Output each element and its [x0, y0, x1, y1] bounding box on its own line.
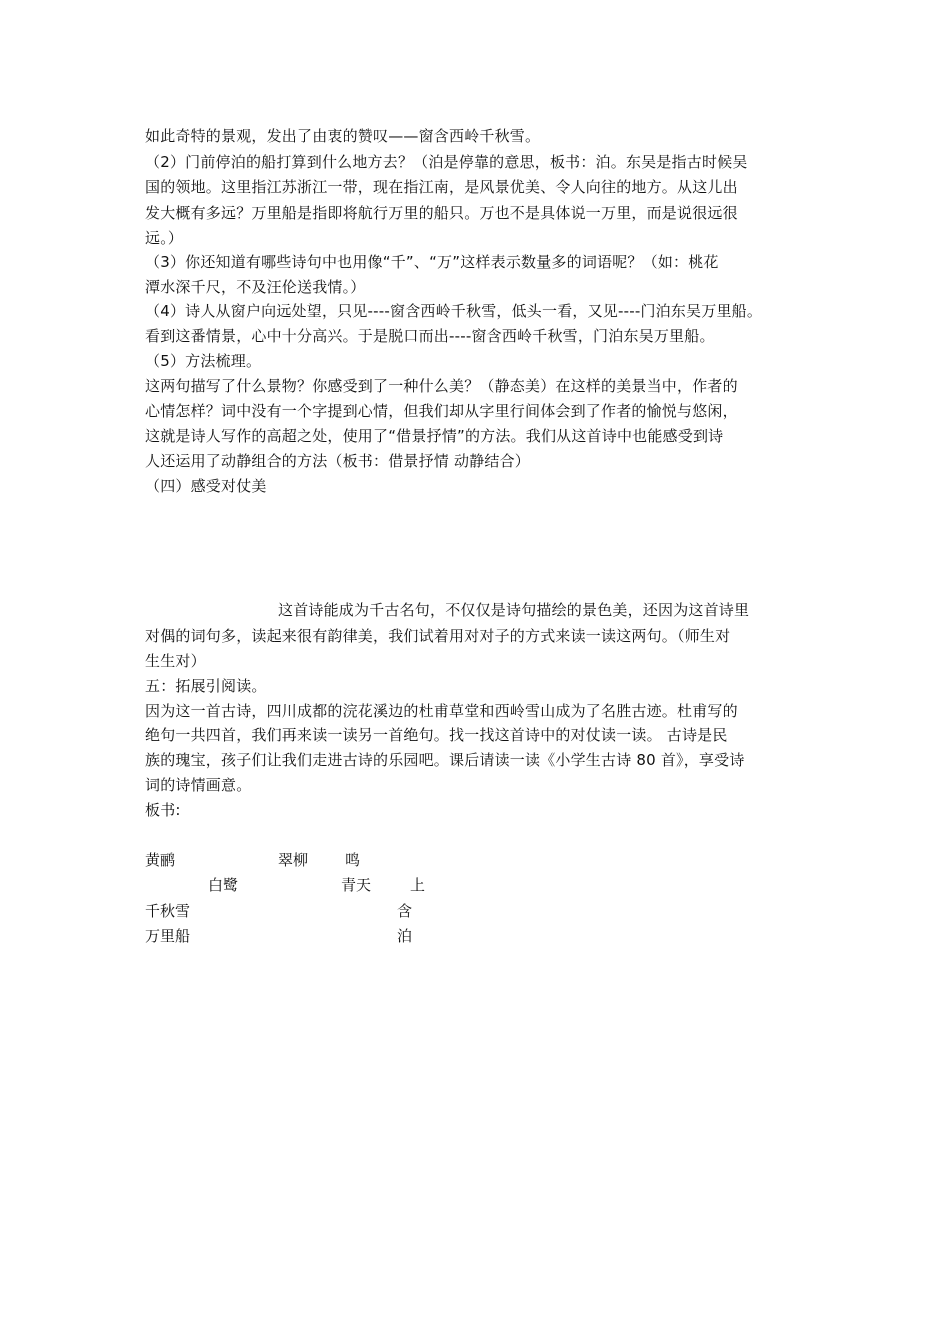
board-word-bo: 泊 [397, 927, 413, 945]
paragraph-line: 这两句描写了什么景物？你感受到了一种什么美？（静态美）在这样的美景当中，作者的 [145, 377, 738, 395]
board-word-qingtian: 青天 [341, 876, 372, 894]
paragraph-line: 看到这番情景，心中十分高兴。于是脱口而出----窗含西岭千秋雪，门泊东吴万里船。 [145, 327, 715, 345]
board-heading: 板书: [145, 801, 181, 819]
paragraph-line: 词的诗情画意。 [145, 776, 252, 794]
paragraph-line: （4）诗人从窗户向远处望，只见----窗含西岭千秋雪，低头一看，又见----门泊东吴万里船。 [145, 302, 763, 320]
paragraph-line: 如此奇特的景观，发出了由衷的赞叹——窗含西岭千秋雪。 [145, 127, 541, 145]
board-word-wanlichuan: 万里船 [145, 927, 191, 945]
board-word-shang: 上 [410, 876, 426, 894]
board-word-qianqiuxue: 千秋雪 [145, 902, 191, 920]
paragraph-line: 潭水深千尺，不及汪伦送我情。） [145, 278, 366, 296]
paragraph-line: 心情怎样？词中没有一个字提到心情，但我们却从字里行间体会到了作者的愉悦与悠闲， [145, 402, 738, 420]
paragraph-line: 族的瑰宝，孩子们让我们走进古诗的乐园吧。课后请读一读《小学生古诗 80 首》，享受诗 [145, 751, 745, 769]
paragraph-line: 人还运用了动静组合的方法（板书：借景抒情 动静结合） [145, 452, 530, 470]
section-heading: 五：拓展引阅读。 [145, 677, 267, 695]
paragraph-line: （3）你还知道有哪些诗句中也用像“千”、“万”这样表示数量多的词语呢？（如：桃花 [145, 253, 719, 271]
board-word-bailu: 白鹭 [208, 876, 239, 894]
board-word-huangli: 黄鹂 [145, 851, 176, 869]
paragraph-line: 远。） [145, 229, 184, 247]
paragraph-line: 对偶的词句多，读起来很有韵律美，我们试着用对对子的方式来读一读这两句。（师生对 [145, 627, 731, 645]
paragraph-line: 国的领地。这里指江苏浙江一带，现在指江南，是风景优美、令人向往的地方。从这儿出 [145, 178, 738, 196]
board-word-han: 含 [397, 902, 413, 920]
paragraph-line: （2）门前停泊的船打算到什么地方去？（泊是停靠的意思，板书：泊。东吴是指古时候吴 [145, 153, 748, 171]
paragraph-line: 绝句一共四首，我们再来读一读另一首绝句。找一找这首诗中的对仗读一读。 古诗是民 [145, 726, 728, 744]
board-word-cuiliu: 翠柳 [278, 851, 309, 869]
paragraph-line: 生生对） [145, 652, 206, 670]
paragraph-line: 这首诗能成为千古名句，不仅仅是诗句描绘的景色美，还因为这首诗里 [278, 601, 750, 619]
section-heading: （四）感受对仗美 [145, 477, 267, 495]
board-word-ming: 鸣 [345, 851, 361, 869]
paragraph-line: （5）方法梳理。 [145, 352, 262, 370]
paragraph-line: 这就是诗人写作的高超之处，使用了“借景抒情”的方法。我们从这首诗中也能感受到诗 [145, 427, 724, 445]
paragraph-line: 发大概有多远？万里船是指即将航行万里的船只。万也不是具体说一万里，而是说很远很 [145, 204, 738, 222]
paragraph-line: 因为这一首古诗，四川成都的浣花溪边的杜甫草堂和西岭雪山成为了名胜古迹。杜甫写的 [145, 702, 738, 720]
